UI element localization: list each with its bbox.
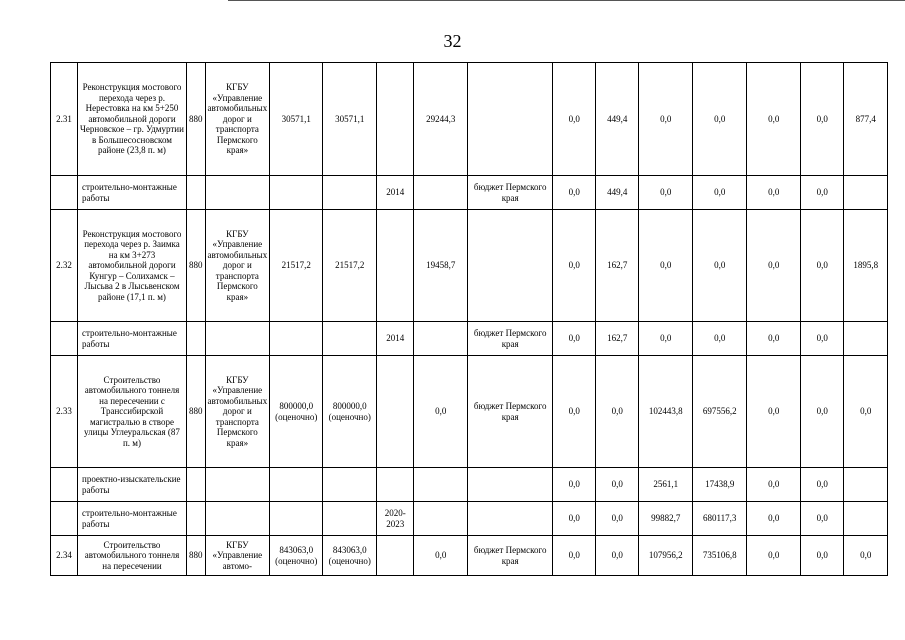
value-cell-c8: бюджет Пермского края [468, 536, 553, 576]
value-cell-c6: 2014 [377, 322, 414, 356]
organization-cell: КГБУ «Управление автомобильных дорог и транспорта Пермского края» [205, 356, 270, 468]
item-number-cell: 2.32 [51, 210, 78, 322]
value-cell-c11: 107956,2 [639, 536, 693, 576]
value-cell-c7: 19458,7 [414, 210, 468, 322]
value-cell-c11: 0,0 [639, 63, 693, 176]
item-number-cell [51, 502, 78, 536]
item-name-cell: Реконструкция мостового перехода через р. Заимка на км 3+273 автомобильной дороги Кунгур – Солихамск – Лысьва 2 в Лысьвенском районе (17,1 п. м) [78, 210, 187, 322]
value-cell-c15: 0,0 [844, 536, 888, 576]
value-cell-c4: 30571,1 [270, 63, 323, 176]
organization-cell [205, 468, 270, 502]
value-cell-c6 [377, 210, 414, 322]
item-number-cell: 2.33 [51, 356, 78, 468]
value-cell-c5 [323, 322, 377, 356]
value-cell-c9: 0,0 [553, 502, 596, 536]
page-number: 32 [443, 31, 462, 51]
value-cell-c8: бюджет Пермского края [468, 176, 553, 210]
organization-cell: КГБУ «Управление автомобильных дорог и транспорта Пермского края» [205, 210, 270, 322]
value-cell-c11: 2561,1 [639, 468, 693, 502]
value-cell-c6 [377, 536, 414, 576]
value-cell-c4: 21517,2 [270, 210, 323, 322]
value-cell-c10: 162,7 [596, 322, 639, 356]
code-cell [187, 322, 206, 356]
value-cell-c12: 0,0 [693, 322, 747, 356]
value-cell-c13: 0,0 [747, 536, 801, 576]
value-cell-c10: 162,7 [596, 210, 639, 322]
code-cell: 880 [187, 536, 206, 576]
value-cell-c13: 0,0 [747, 210, 801, 322]
value-cell-c7 [414, 322, 468, 356]
value-cell-c6 [377, 468, 414, 502]
value-cell-c5: 30571,1 [323, 63, 377, 176]
item-name-cell: Строительство автомобильного тоннеля на пересечении с Транссибирской магистралью в створе улицы Углеуральская (87 п. м) [78, 356, 187, 468]
value-cell-c11: 0,0 [639, 322, 693, 356]
code-cell: 880 [187, 63, 206, 176]
value-cell-c12: 680117,3 [693, 502, 747, 536]
value-cell-c7 [414, 502, 468, 536]
value-cell-c9: 0,0 [553, 176, 596, 210]
top-border-line [228, 0, 905, 1]
value-cell-c15 [844, 176, 888, 210]
value-cell-c14: 0,0 [801, 176, 844, 210]
value-cell-c14: 0,0 [801, 468, 844, 502]
organization-cell [205, 176, 270, 210]
value-cell-c4 [270, 502, 323, 536]
value-cell-c4 [270, 176, 323, 210]
value-cell-c4 [270, 322, 323, 356]
organization-cell [205, 322, 270, 356]
value-cell-c7: 0,0 [414, 536, 468, 576]
item-number-cell [51, 176, 78, 210]
value-cell-c13: 0,0 [747, 176, 801, 210]
table-subrow [51, 176, 888, 210]
value-cell-c12: 697556,2 [693, 356, 747, 468]
value-cell-c8 [468, 210, 553, 322]
value-cell-c11: 0,0 [639, 176, 693, 210]
value-cell-c6 [377, 63, 414, 176]
value-cell-c10: 0,0 [596, 536, 639, 576]
value-cell-c7: 0,0 [414, 356, 468, 468]
value-cell-c10: 0,0 [596, 502, 639, 536]
organization-cell: КГБУ «Управление автомобильных дорог и транспорта Пермского края» [205, 63, 270, 176]
value-cell-c9: 0,0 [553, 468, 596, 502]
work-type-cell: проектно-изыскательские работы [78, 468, 187, 502]
value-cell-c6: 2020-2023 [377, 502, 414, 536]
value-cell-c5: 800000,0 (оценочно) [323, 356, 377, 468]
value-cell-c8: бюджет Пермского края [468, 356, 553, 468]
value-cell-c8 [468, 63, 553, 176]
value-cell-c12: 0,0 [693, 176, 747, 210]
value-cell-c8: бюджет Пермского края [468, 322, 553, 356]
value-cell-c13: 0,0 [747, 63, 801, 176]
value-cell-c9: 0,0 [553, 322, 596, 356]
value-cell-c15: 0,0 [844, 356, 888, 468]
code-cell [187, 176, 206, 210]
value-cell-c15 [844, 502, 888, 536]
value-cell-c11: 99882,7 [639, 502, 693, 536]
table-subrow [51, 322, 888, 356]
value-cell-c12: 17438,9 [693, 468, 747, 502]
item-number-cell: 2.34 [51, 536, 78, 576]
code-cell [187, 468, 206, 502]
value-cell-c4: 800000,0 (оценочно) [270, 356, 323, 468]
value-cell-c13: 0,0 [747, 502, 801, 536]
value-cell-c8 [468, 502, 553, 536]
value-cell-c9: 0,0 [553, 536, 596, 576]
value-cell-c14: 0,0 [801, 63, 844, 176]
value-cell-c7 [414, 176, 468, 210]
value-cell-c13: 0,0 [747, 468, 801, 502]
value-cell-c9: 0,0 [553, 210, 596, 322]
value-cell-c13: 0,0 [747, 322, 801, 356]
item-number-cell: 2.31 [51, 63, 78, 176]
value-cell-c14: 0,0 [801, 210, 844, 322]
value-cell-c12: 0,0 [693, 63, 747, 176]
organization-cell [205, 502, 270, 536]
value-cell-c6 [377, 356, 414, 468]
value-cell-c15 [844, 468, 888, 502]
value-cell-c13: 0,0 [747, 356, 801, 468]
value-cell-c10: 449,4 [596, 176, 639, 210]
value-cell-c5 [323, 176, 377, 210]
value-cell-c5 [323, 502, 377, 536]
table-row [51, 63, 888, 176]
value-cell-c9: 0,0 [553, 356, 596, 468]
value-cell-c11: 102443,8 [639, 356, 693, 468]
value-cell-c5: 843063,0 (оценочно) [323, 536, 377, 576]
value-cell-c5: 21517,2 [323, 210, 377, 322]
program-table [50, 62, 888, 576]
value-cell-c9: 0,0 [553, 63, 596, 176]
value-cell-c11: 0,0 [639, 210, 693, 322]
value-cell-c15: 877,4 [844, 63, 888, 176]
code-cell [187, 502, 206, 536]
value-cell-c10: 449,4 [596, 63, 639, 176]
value-cell-c6: 2014 [377, 176, 414, 210]
code-cell: 880 [187, 210, 206, 322]
table-subrow [51, 468, 888, 502]
value-cell-c14: 0,0 [801, 356, 844, 468]
item-number-cell [51, 468, 78, 502]
value-cell-c8 [468, 468, 553, 502]
table-row [51, 210, 888, 322]
work-type-cell: строительно-монтажные работы [78, 176, 187, 210]
value-cell-c5 [323, 468, 377, 502]
value-cell-c4 [270, 468, 323, 502]
value-cell-c7: 29244,3 [414, 63, 468, 176]
work-type-cell: строительно-монтажные работы [78, 322, 187, 356]
table-row [51, 536, 888, 576]
value-cell-c14: 0,0 [801, 536, 844, 576]
value-cell-c15: 1895,8 [844, 210, 888, 322]
value-cell-c10: 0,0 [596, 356, 639, 468]
organization-cell: КГБУ «Управление автомо- [205, 536, 270, 576]
table-subrow [51, 502, 888, 536]
item-name-cell: Строительство автомобильного тоннеля на пересечении [78, 536, 187, 576]
value-cell-c4: 843063,0 (оценочно) [270, 536, 323, 576]
item-name-cell: Реконструкция мостового перехода через р. Нерестовка на км 5+250 автомобильной дороги Черновское – гр. Удмуртии в Большесосновском районе (23,8 п. м) [78, 63, 187, 176]
table-row [51, 356, 888, 468]
code-cell: 880 [187, 356, 206, 468]
item-number-cell [51, 322, 78, 356]
value-cell-c7 [414, 468, 468, 502]
value-cell-c10: 0,0 [596, 468, 639, 502]
value-cell-c14: 0,0 [801, 322, 844, 356]
work-type-cell: строительно-монтажные работы [78, 502, 187, 536]
value-cell-c12: 735106,8 [693, 536, 747, 576]
value-cell-c14: 0,0 [801, 502, 844, 536]
value-cell-c15 [844, 322, 888, 356]
value-cell-c12: 0,0 [693, 210, 747, 322]
